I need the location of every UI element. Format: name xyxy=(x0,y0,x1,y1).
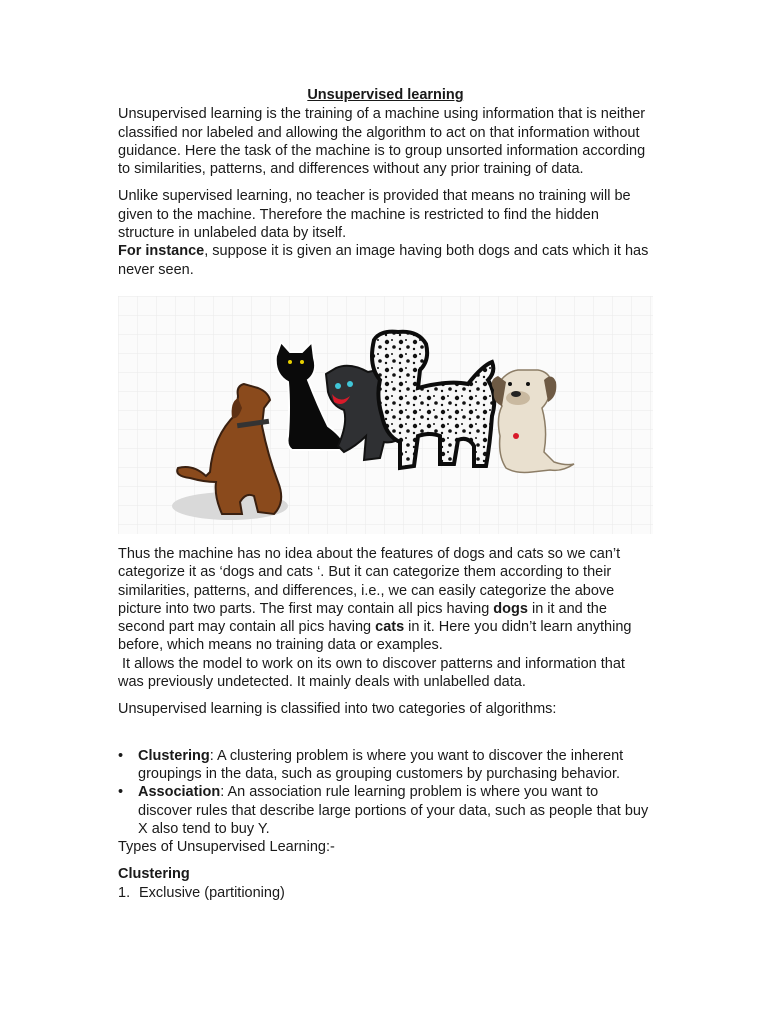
bullet-icon: • xyxy=(118,784,124,801)
categorize-text-a: Thus the machine has no idea about the features of dogs and cats so we can’t categorize it as ‘dogs and cats ‘. But it can categorize them according to their similarities, patterns, and differences, i.e., we can easily categorize the above picture into two parts. The first may contain all pics having xyxy=(118,545,621,617)
bullet-icon: • xyxy=(118,747,124,764)
item-number: 1. xyxy=(118,884,131,901)
clustering-heading-text: Clustering xyxy=(118,866,190,883)
page-title: Unsupervised learning xyxy=(307,87,464,103)
list-item-clustering xyxy=(118,747,653,784)
clustering-desc: : A clustering problem is where you want to discover the inherent groupings in the data, such as grouping customers by purchasing behavior. xyxy=(138,747,624,782)
types-heading: Types of Unsupervised Learning:- xyxy=(118,839,335,856)
dogs-bold: dogs xyxy=(493,600,528,617)
instance-text: , suppose it is given an image having both dogs and cats which it has never seen. xyxy=(118,243,649,278)
paragraph-categorize xyxy=(118,545,653,655)
dogs-cats-image xyxy=(118,296,653,534)
association-desc: : An association rule learning problem is where you want to discover rules that describe large portions of your data, such as people that buy X also tend to buy Y. xyxy=(138,784,649,837)
association-term: Association xyxy=(138,784,221,801)
categorize-text-b: in it and the second part may contain all pics having xyxy=(118,600,607,636)
algorithm-list xyxy=(118,747,653,838)
cats-bold: cats xyxy=(375,619,405,636)
list-item-association xyxy=(118,783,653,838)
paragraph-instance xyxy=(118,242,653,279)
paragraph-model: It allows the model to work on its own to discover patterns and information that was previously undetected. It mainly deals with unlabelled data. xyxy=(118,655,629,691)
document-body xyxy=(118,86,653,902)
clustering-term: Clustering xyxy=(138,747,210,764)
instance-bold: For instance xyxy=(118,243,205,260)
clustering-heading xyxy=(118,865,653,883)
item-text: Exclusive (partitioning) xyxy=(139,884,285,901)
paragraph-categories: Unsupervised learning is classified into two categories of algorithms: xyxy=(118,701,557,718)
categorize-text-c: in it. Here you didn’t learn anything before, which means no training data or examples. xyxy=(118,619,632,654)
numbered-item xyxy=(118,884,653,902)
paragraph-intro: Unsupervised learning is the training of a machine using information that is neither classified nor labeled and allowing the algorithm to act on that information without guidance. Here the task of the machine is to group unsorted information according to similarities, patterns, and differences without any prior training of data. xyxy=(118,106,646,178)
animals-illustration xyxy=(118,296,653,534)
paragraph-unlike: Unlike supervised learning, no teacher is provided that means no training will be given to the machine. Therefore the machine is restricted to find the hidden structure in unlabeled data by itself. xyxy=(118,188,631,242)
